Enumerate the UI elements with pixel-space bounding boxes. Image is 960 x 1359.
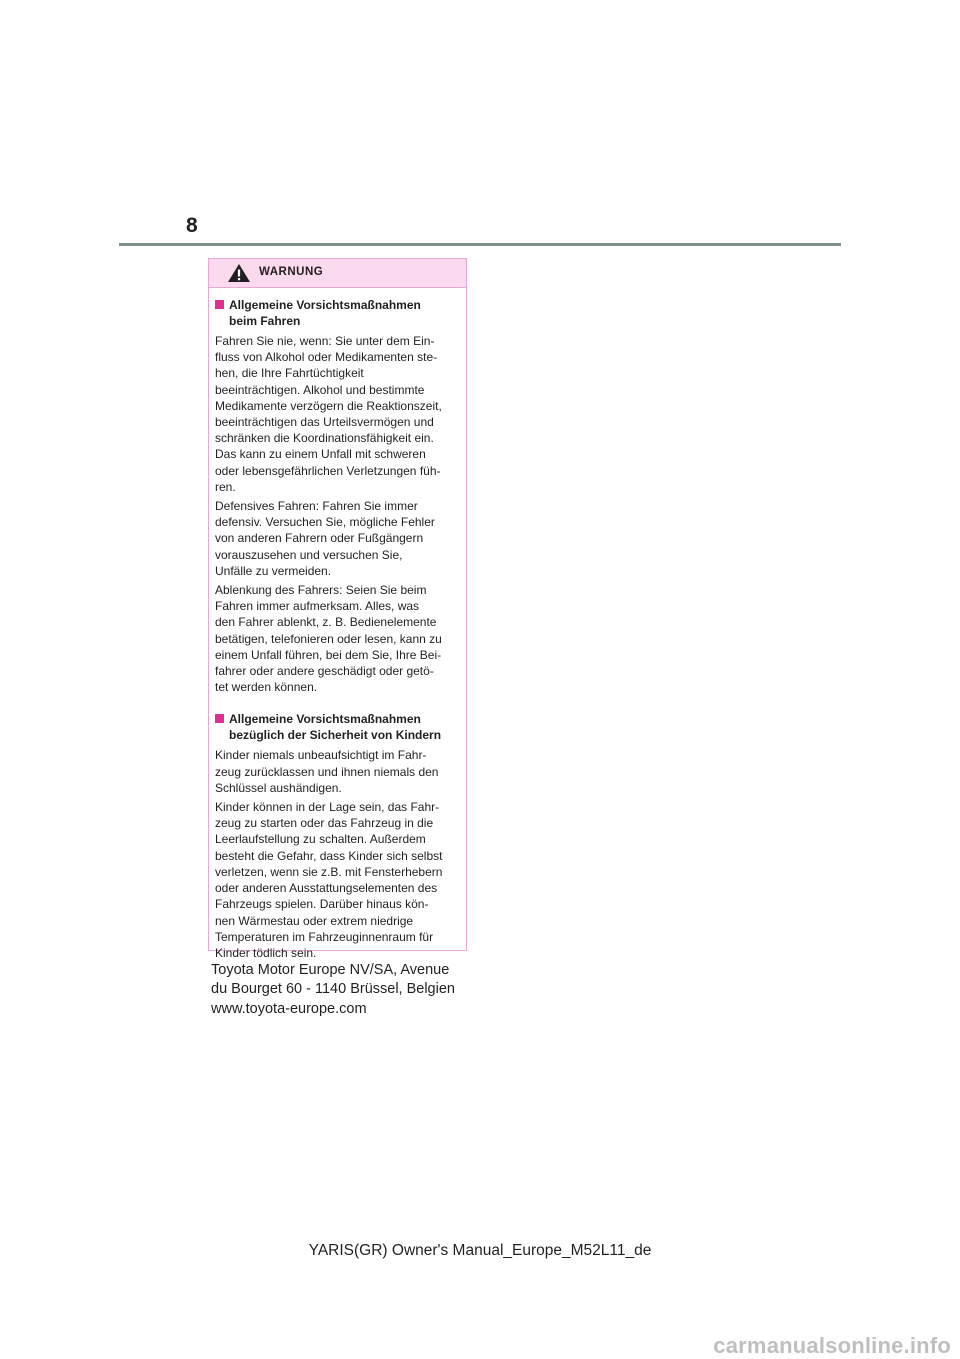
paragraph-line: tet werden können. <box>215 680 318 695</box>
paragraph-line: Kinder können in der Lage sein, das Fahr- <box>215 800 440 815</box>
warning-paragraph <box>215 747 460 796</box>
warning-paragraph <box>215 582 460 695</box>
square-bullet-icon <box>215 300 224 309</box>
section-title <box>215 297 460 329</box>
warning-paragraph <box>215 498 460 579</box>
section-title-line: bezüglich der Sicherheit von Kindern <box>229 728 442 743</box>
paragraph-line: betätigen, telefonieren oder lesen, kann zu <box>215 631 442 646</box>
paragraph-line: Fahren Sie nie, wenn: Sie unter dem Ein- <box>215 334 435 348</box>
paragraph-line: Fahren immer aufmerksam. Alles, was <box>215 599 420 614</box>
paragraph-line: verletzen, wenn sie z.B. mit Fensterhebern <box>215 864 443 879</box>
paragraph-line: den Fahrer ablenkt, z. B. Bedienelemente <box>215 615 437 630</box>
warning-body <box>209 288 466 961</box>
paragraph-line: fahrer oder andere geschädigt oder getö- <box>215 664 434 679</box>
paragraph-line: zeug zu starten oder das Fahrzeug in die <box>215 816 434 831</box>
section-title <box>215 711 460 743</box>
paragraph-line: beeinträchtigen das Urteilsvermögen und <box>215 415 434 430</box>
page-number: 8 <box>186 214 198 237</box>
section-gap <box>215 698 460 706</box>
paragraph-line: Ablenkung des Fahrers: Seien Sie beim <box>215 583 427 598</box>
warning-paragraph <box>215 799 460 961</box>
watermark: carmanualsonline.info <box>713 1333 951 1358</box>
paragraph-line: beeinträchtigen. Alkohol und bestimmte <box>215 382 425 397</box>
website-text: www.toyota-europe.com <box>211 1000 367 1017</box>
warning-label: WARNUNG <box>259 266 324 278</box>
paragraph-line: Fahrzeugs spielen. Darüber hinaus kön- <box>215 897 429 912</box>
paragraph-line: Das kann zu einem Unfall mit schweren <box>215 447 426 462</box>
section-title-line: Allgemeine Vorsichtsmaßnahmen <box>229 712 421 727</box>
paragraph-line: fluss von Alkohol oder Medikamenten ste- <box>215 350 438 365</box>
paragraph-line: Kinder niemals unbeaufsichtigt im Fahr- <box>215 748 427 763</box>
address-line: Toyota Motor Europe NV/SA, Avenue <box>211 962 450 978</box>
paragraph-line: Schlüssel aushändigen. <box>215 780 342 795</box>
header-rule <box>119 243 841 246</box>
warning-box <box>208 258 467 960</box>
publisher-address <box>211 961 455 1019</box>
paragraph-line: schränken die Koordinationsfähigkeit ein. <box>215 431 434 446</box>
paragraph-line: defensiv. Versuchen Sie, mögliche Fehler <box>215 515 435 530</box>
paragraph-line: hen, die Ihre Fahrtüchtigkeit <box>215 366 364 381</box>
warning-paragraph <box>215 333 460 495</box>
footer-manual-id: YARIS(GR) Owner's Manual_Europe_M52L11_de <box>308 1242 652 1259</box>
square-bullet-icon <box>215 714 224 723</box>
warning-header <box>209 259 466 288</box>
paragraph-line: Leerlaufstellung zu schalten. Außerdem <box>215 832 426 847</box>
paragraph-line: zeug zurücklassen und ihnen niemals den <box>215 764 439 779</box>
paragraph-line: ren. <box>215 479 236 494</box>
paragraph-line: Defensives Fahren: Fahren Sie immer <box>215 499 418 514</box>
warning-triangle-icon <box>227 263 251 283</box>
paragraph-line: besteht die Gefahr, dass Kinder sich selbst <box>215 848 443 863</box>
paragraph-line: oder lebensgefährlichen Verletzungen füh- <box>215 463 441 478</box>
paragraph-line: Unfälle zu vermeiden. <box>215 563 332 578</box>
paragraph-line: nen Wärmestau oder extrem niedrige <box>215 913 414 928</box>
paragraph-line: von anderen Fahrern oder Fußgängern <box>215 531 424 546</box>
paragraph-line: Medikamente verzögern die Reaktionszeit, <box>215 398 442 413</box>
paragraph-line: einem Unfall führen, bei dem Sie, Ihre Bei- <box>215 647 442 662</box>
section-title-line: beim Fahren <box>229 314 301 328</box>
paragraph-line: Temperaturen im Fahrzeuginnenraum für <box>215 929 434 944</box>
paragraph-line: Kinder tödlich sein. <box>215 945 317 960</box>
paragraph-line: oder anderen Ausstattungselementen des <box>215 881 438 896</box>
section-title-line: Allgemeine Vorsichtsmaßnahmen <box>229 298 421 312</box>
address-line: du Bourget 60 - 1140 Brüssel, Belgien <box>211 981 455 998</box>
paragraph-line: vorauszusehen und versuchen Sie, <box>215 547 403 562</box>
